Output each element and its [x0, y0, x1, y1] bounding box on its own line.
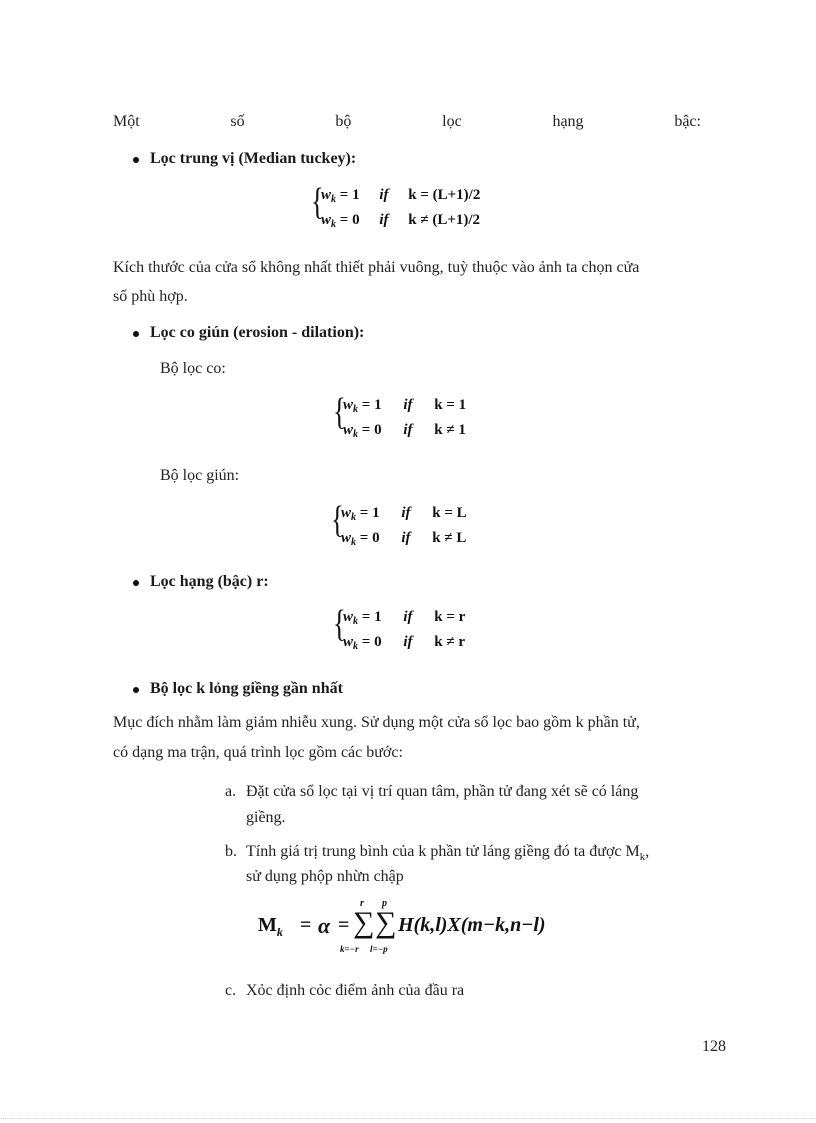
label-giun: Bộ lọc giún: — [160, 467, 240, 484]
erosion-system — [333, 391, 503, 444]
intro-word: bộ — [335, 113, 352, 130]
equation-row: $w_k = 1$ if k = L — [341, 505, 467, 523]
equation-row: $w_k = 1$ if k = (L+1)/2 — [321, 187, 481, 205]
intro-word: lọc — [442, 113, 462, 130]
bullet-dot-icon — [133, 157, 139, 163]
step-b-line1: Tính giá trị trung bình của k phần tử láng giềng đó ta được $M_k$, — [246, 843, 650, 864]
paragraph-window-line1: Kích thước của cửa sổ không nhất thiết phải vuông, tuỳ thuộc vào ảnh ta chọn cửa — [113, 259, 640, 276]
bullet-dot-icon — [133, 580, 139, 586]
bullet-dot-icon — [133, 687, 139, 693]
step-b-marker: b. — [225, 843, 237, 860]
step-c-text: Xỏc định cỏc điểm ảnh của đầu ra — [246, 982, 465, 999]
dilation-system — [331, 499, 501, 552]
bullet-median: Lọc trung vị (Median tuckey): — [150, 150, 357, 167]
paragraph-purpose-line2: có dạng ma trận, quá trình lọc gồm các bước: — [113, 744, 403, 761]
formula-lhs: $M_k$ — [258, 914, 283, 939]
step-b-line2: sử dụng phộp nhừn chập — [246, 868, 404, 885]
page-bottom-divider — [0, 1118, 816, 1119]
median-system — [311, 181, 531, 234]
paragraph-window-line2: sổ phù hợp. — [113, 288, 188, 305]
label-co: Bộ lọc co: — [160, 360, 226, 377]
equation-row: $w_k = 1$ if k = r — [343, 609, 466, 627]
equation-row: $w_k = 0$ if k ≠ 1 — [343, 422, 466, 440]
left-brace-icon: { — [311, 181, 324, 223]
convolution-formula — [258, 900, 578, 970]
rank-system — [333, 603, 503, 656]
bullet-dot-icon — [133, 331, 139, 337]
formula-eq: = — [338, 914, 350, 936]
bullet-knn: Bộ lọc k lỏng giềng gần nhất — [150, 680, 343, 697]
intro-word: Một — [113, 113, 140, 130]
step-a-line2: giềng. — [246, 809, 286, 826]
formula-alpha: α — [318, 913, 331, 938]
page-number: 128 — [702, 1038, 726, 1055]
intro-word: hạng — [552, 113, 584, 130]
formula-body: H(k,l)X(m−k,n−l) — [398, 914, 546, 936]
step-a-marker: a. — [225, 783, 237, 800]
sigma-icon: ∑ — [375, 906, 397, 939]
intro-word: bậc: — [674, 113, 701, 130]
sigma-icon: ∑ — [353, 906, 375, 939]
sum-upper: p — [382, 898, 387, 909]
equation-row: $w_k = 0$ if k ≠ r — [343, 634, 465, 652]
equation-row: $w_k = 1$ if k = 1 — [343, 397, 467, 415]
left-brace-icon: { — [333, 603, 346, 645]
paragraph-purpose-line1: Mục đích nhằm làm giảm nhiễu xung. Sử dụng một cửa sổ lọc bao gồm k phần tử, — [113, 714, 640, 731]
left-brace-icon: { — [331, 499, 344, 541]
intro-line — [113, 112, 701, 132]
bullet-erosion: Lọc co giún (erosion - dilation): — [150, 324, 365, 341]
left-brace-icon: { — [333, 391, 346, 433]
bullet-rank: Lọc hạng (bậc) r: — [150, 573, 269, 590]
step-a-line1: Đặt cửa sổ lọc tại vị trí quan tâm, phần tử đang xét sẽ có láng — [246, 783, 639, 800]
equation-row: $w_k = 0$ if k ≠ (L+1)/2 — [321, 212, 481, 230]
intro-word: số — [230, 113, 245, 130]
equation-row: $w_k = 0$ if k ≠ L — [341, 530, 467, 548]
sum-lower: l=−p — [370, 944, 388, 954]
sum-lower: k=−r — [340, 944, 359, 954]
step-c-marker: c. — [225, 982, 237, 999]
sum-upper: r — [360, 898, 364, 909]
formula-eq: = — [300, 914, 312, 936]
